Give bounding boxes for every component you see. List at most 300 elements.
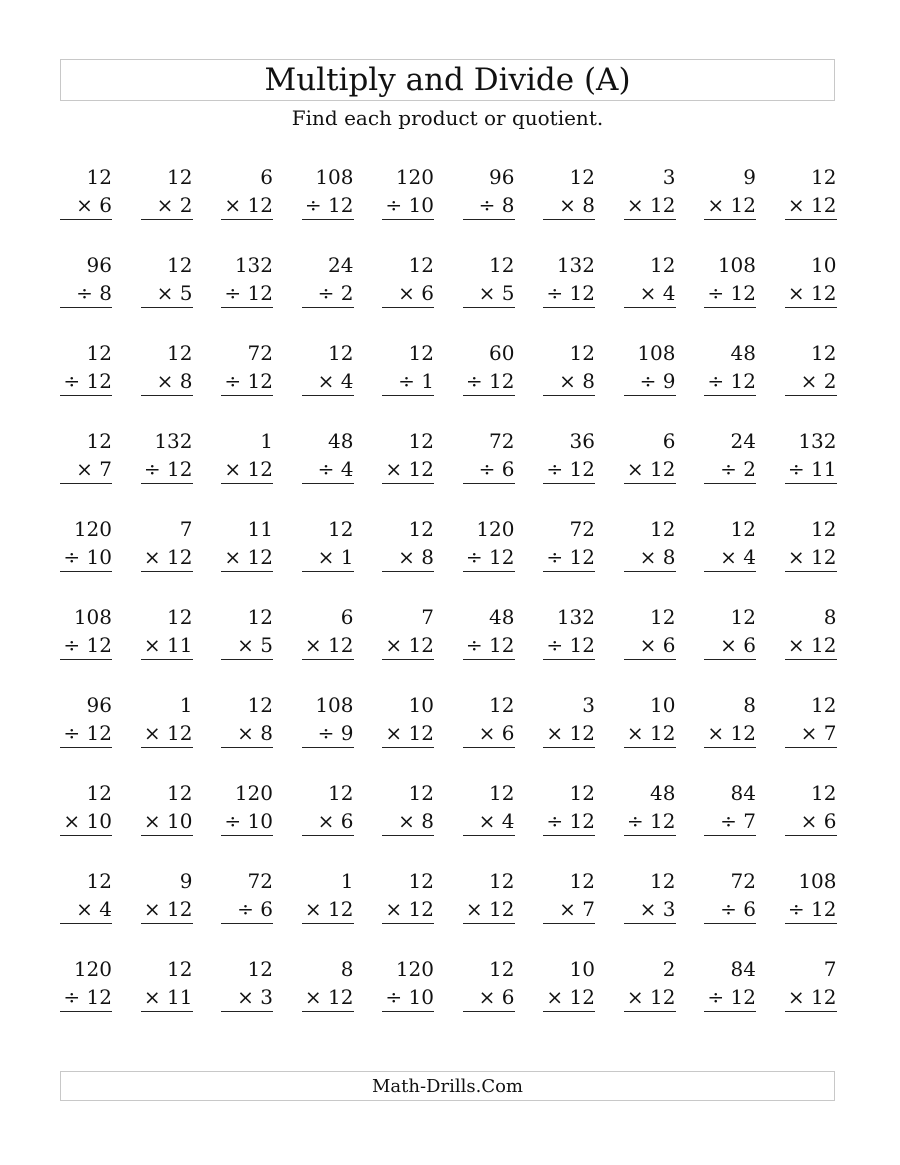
problem (382, 339, 434, 401)
problem-operator-number: × 12 (787, 545, 837, 569)
problem-top-number: 132 (154, 429, 193, 453)
problem (60, 251, 112, 313)
problem (382, 779, 434, 841)
problem-grid (60, 163, 838, 1043)
answer-line (60, 307, 112, 308)
problem (704, 955, 756, 1017)
problem-operator-number: × 6 (398, 281, 434, 305)
problem-operator-number: × 10 (143, 809, 193, 833)
problem-top-number: 12 (730, 517, 756, 541)
problem-operator-number: ÷ 12 (465, 633, 515, 657)
problem-operator-number: × 7 (800, 721, 837, 745)
problem-top-number: 12 (167, 165, 193, 189)
answer-line (624, 395, 676, 396)
answer-line (463, 219, 515, 220)
answer-line (221, 1011, 273, 1012)
problem-operator-number: ÷ 12 (63, 721, 112, 745)
problem (60, 603, 112, 665)
answer-line (60, 659, 112, 660)
answer-line (382, 571, 434, 572)
problem-top-number: 12 (408, 253, 434, 277)
problem-operator-number: × 12 (546, 985, 595, 1009)
answer-line (463, 571, 515, 572)
problem-top-number: 108 (315, 165, 354, 189)
problem-operator-number: × 12 (385, 721, 434, 745)
problem-operator-number: × 4 (639, 281, 676, 305)
problem (463, 603, 515, 665)
problem-operator-number: × 12 (787, 985, 837, 1009)
problem-operator-number: ÷ 12 (304, 193, 354, 217)
problem-operator-number: × 12 (143, 545, 193, 569)
answer-line (543, 571, 595, 572)
problem-operator-number: ÷ 12 (465, 369, 515, 393)
problem-operator-number: ÷ 10 (63, 545, 112, 569)
problem-operator-number: ÷ 12 (546, 633, 595, 657)
problem-operator-number: × 5 (478, 281, 515, 305)
answer-line (60, 219, 112, 220)
problem-operator-number: × 1 (317, 545, 354, 569)
problem-operator-number: × 12 (385, 457, 434, 481)
problem-top-number: 9 (179, 869, 193, 893)
answer-line (704, 395, 756, 396)
problem-operator-number: × 12 (626, 457, 676, 481)
problem (704, 427, 756, 489)
problem-top-number: 108 (637, 341, 676, 365)
problem-operator-number: ÷ 12 (224, 369, 273, 393)
answer-line (785, 483, 837, 484)
answer-line (302, 923, 354, 924)
problem-operator-number: × 4 (478, 809, 515, 833)
problem (785, 691, 837, 753)
problem-operator-number: ÷ 12 (143, 457, 193, 481)
answer-line (543, 483, 595, 484)
problem-top-number: 12 (247, 605, 273, 629)
answer-line (463, 483, 515, 484)
problem-row (60, 515, 838, 603)
problem-top-number: 8 (340, 957, 354, 981)
problem-operator-number: ÷ 10 (224, 809, 273, 833)
answer-line (221, 571, 273, 572)
problem (221, 515, 273, 577)
problem (463, 251, 515, 313)
problem-row (60, 955, 838, 1043)
problem (704, 339, 756, 401)
problem-operator-number: ÷ 12 (707, 985, 756, 1009)
problem-top-number: 12 (167, 341, 193, 365)
answer-line (785, 747, 837, 748)
problem-operator-number: ÷ 4 (317, 457, 354, 481)
problem-top-number: 10 (811, 253, 837, 277)
problem (785, 339, 837, 401)
problem-operator-number: × 6 (720, 633, 756, 657)
problem-operator-number: × 12 (224, 193, 273, 217)
problem-top-number: 72 (730, 869, 756, 893)
problem (141, 779, 193, 841)
answer-line (60, 835, 112, 836)
worksheet-title: Multiply and Divide (A) (264, 62, 631, 98)
problem-top-number: 120 (73, 517, 112, 541)
problem-operator-number: × 8 (398, 545, 434, 569)
problem-top-number: 12 (569, 341, 595, 365)
problem-operator-number: × 3 (237, 985, 273, 1009)
problem-top-number: 84 (730, 781, 756, 805)
answer-line (382, 483, 434, 484)
answer-line (60, 483, 112, 484)
problem-top-number: 6 (662, 429, 676, 453)
problem (141, 515, 193, 577)
problem (463, 515, 515, 577)
problem-operator-number: × 12 (626, 985, 676, 1009)
problem-top-number: 12 (730, 605, 756, 629)
problem-top-number: 48 (489, 605, 515, 629)
problem-operator-number: ÷ 10 (385, 193, 434, 217)
problem-top-number: 12 (328, 341, 354, 365)
problem-top-number: 96 (86, 253, 112, 277)
problem-top-number: 48 (650, 781, 676, 805)
problem (141, 339, 193, 401)
answer-line (141, 307, 193, 308)
problem-top-number: 108 (717, 253, 756, 277)
answer-line (463, 1011, 515, 1012)
problem-top-number: 12 (811, 165, 837, 189)
problem-top-number: 12 (86, 429, 112, 453)
problem (624, 691, 676, 753)
problem (221, 779, 273, 841)
problem (704, 867, 756, 929)
problem (463, 779, 515, 841)
problem-operator-number: × 8 (559, 193, 595, 217)
problem-operator-number: ÷ 12 (707, 281, 756, 305)
problem-operator-number: × 7 (559, 897, 595, 921)
problem-top-number: 132 (556, 253, 595, 277)
problem-top-number: 9 (743, 165, 756, 189)
answer-line (543, 835, 595, 836)
problem (221, 251, 273, 313)
answer-line (624, 571, 676, 572)
problem-top-number: 12 (489, 869, 515, 893)
problem (302, 691, 354, 753)
answer-line (624, 659, 676, 660)
problem-operator-number: ÷ 12 (707, 369, 756, 393)
problem-top-number: 120 (395, 957, 434, 981)
problem (221, 691, 273, 753)
problem-operator-number: × 2 (156, 193, 193, 217)
problem-top-number: 12 (569, 869, 595, 893)
problem-operator-number: ÷ 7 (720, 809, 756, 833)
answer-line (543, 395, 595, 396)
problem-top-number: 72 (247, 869, 273, 893)
problem-operator-number: × 8 (559, 369, 595, 393)
problem (221, 955, 273, 1017)
problem-operator-number: ÷ 10 (385, 985, 434, 1009)
problem-operator-number: × 12 (304, 897, 354, 921)
answer-line (463, 835, 515, 836)
problem-operator-number: × 6 (800, 809, 837, 833)
problem-row (60, 779, 838, 867)
problem (624, 603, 676, 665)
problem-row (60, 691, 838, 779)
problem-top-number: 48 (730, 341, 756, 365)
problem-top-number: 1 (340, 869, 354, 893)
problem-row (60, 339, 838, 427)
answer-line (704, 307, 756, 308)
problem-row (60, 427, 838, 515)
problem-operator-number: × 11 (143, 633, 193, 657)
answer-line (463, 747, 515, 748)
problem (785, 515, 837, 577)
problem-operator-number: × 5 (156, 281, 193, 305)
problem-top-number: 12 (489, 957, 515, 981)
problem (382, 427, 434, 489)
problem-operator-number: × 12 (465, 897, 515, 921)
problem (141, 955, 193, 1017)
answer-line (60, 747, 112, 748)
answer-line (704, 835, 756, 836)
problem (463, 955, 515, 1017)
problem-top-number: 12 (569, 781, 595, 805)
problem-operator-number: × 12 (546, 721, 595, 745)
problem-top-number: 12 (167, 605, 193, 629)
answer-line (624, 1011, 676, 1012)
problem-top-number: 6 (260, 165, 273, 189)
problem-operator-number: × 12 (707, 193, 756, 217)
problem-operator-number: ÷ 6 (237, 897, 273, 921)
answer-line (141, 923, 193, 924)
problem-top-number: 120 (395, 165, 434, 189)
problem (60, 779, 112, 841)
title-box (60, 59, 835, 101)
answer-line (785, 835, 837, 836)
problem (463, 867, 515, 929)
problem-operator-number: ÷ 8 (76, 281, 112, 305)
answer-line (463, 395, 515, 396)
problem-top-number: 12 (811, 341, 837, 365)
problem-row (60, 603, 838, 691)
problem (221, 339, 273, 401)
problem-top-number: 96 (86, 693, 112, 717)
problem-top-number: 84 (730, 957, 756, 981)
answer-line (382, 219, 434, 220)
problem-top-number: 132 (234, 253, 273, 277)
problem (302, 515, 354, 577)
answer-line (141, 395, 193, 396)
problem (543, 339, 595, 401)
problem-operator-number: ÷ 12 (546, 545, 595, 569)
answer-line (463, 923, 515, 924)
problem-operator-number: × 12 (224, 457, 273, 481)
answer-line (60, 571, 112, 572)
problem (785, 955, 837, 1017)
problem (624, 163, 676, 225)
answer-line (221, 923, 273, 924)
answer-line (785, 571, 837, 572)
problem (382, 867, 434, 929)
problem (141, 867, 193, 929)
problem (382, 515, 434, 577)
problem-top-number: 12 (86, 781, 112, 805)
problem-operator-number: ÷ 6 (478, 457, 515, 481)
problem-top-number: 60 (489, 341, 515, 365)
problem-operator-number: ÷ 12 (224, 281, 273, 305)
problem (463, 163, 515, 225)
problem-top-number: 12 (408, 781, 434, 805)
problem-operator-number: × 11 (143, 985, 193, 1009)
problem (624, 515, 676, 577)
answer-line (785, 219, 837, 220)
problem-top-number: 7 (823, 957, 837, 981)
problem (382, 691, 434, 753)
answer-line (382, 835, 434, 836)
answer-line (60, 1011, 112, 1012)
answer-line (221, 395, 273, 396)
answer-line (704, 483, 756, 484)
answer-line (221, 483, 273, 484)
answer-line (624, 835, 676, 836)
problem (302, 603, 354, 665)
answer-line (543, 747, 595, 748)
problem (221, 427, 273, 489)
problem-operator-number: × 10 (63, 809, 112, 833)
problem (624, 955, 676, 1017)
answer-line (785, 395, 837, 396)
problem-operator-number: × 12 (626, 721, 676, 745)
answer-line (302, 395, 354, 396)
problem-top-number: 12 (569, 165, 595, 189)
problem-top-number: 24 (730, 429, 756, 453)
problem-top-number: 48 (328, 429, 354, 453)
problem-top-number: 12 (167, 957, 193, 981)
problem-operator-number: × 2 (800, 369, 837, 393)
problem (543, 427, 595, 489)
problem-top-number: 12 (328, 781, 354, 805)
answer-line (543, 923, 595, 924)
problem-operator-number: × 6 (478, 721, 515, 745)
problem-operator-number: ÷ 2 (317, 281, 354, 305)
footer-box (60, 1071, 835, 1101)
problem-top-number: 6 (340, 605, 354, 629)
answer-line (382, 923, 434, 924)
problem (624, 779, 676, 841)
problem-operator-number: ÷ 12 (546, 809, 595, 833)
problem-top-number: 12 (408, 429, 434, 453)
answer-line (141, 483, 193, 484)
problem (785, 603, 837, 665)
problem-top-number: 10 (408, 693, 434, 717)
problem-operator-number: ÷ 12 (63, 369, 112, 393)
problem (221, 867, 273, 929)
problem (543, 163, 595, 225)
footer-text: Math-Drills.Com (371, 1075, 523, 1097)
problem-operator-number: ÷ 12 (787, 897, 837, 921)
answer-line (543, 659, 595, 660)
problem-operator-number: ÷ 9 (639, 369, 676, 393)
answer-line (382, 395, 434, 396)
problem-top-number: 96 (489, 165, 515, 189)
problem (463, 691, 515, 753)
problem (704, 163, 756, 225)
problem-operator-number: × 12 (143, 721, 193, 745)
problem (624, 339, 676, 401)
problem (543, 691, 595, 753)
problem (141, 163, 193, 225)
problem-operator-number: × 12 (304, 985, 354, 1009)
problem (302, 251, 354, 313)
problem (704, 603, 756, 665)
problem (543, 955, 595, 1017)
problem-operator-number: × 12 (787, 633, 837, 657)
answer-line (704, 1011, 756, 1012)
problem (624, 867, 676, 929)
problem-top-number: 8 (823, 605, 837, 629)
answer-line (704, 571, 756, 572)
problem (60, 691, 112, 753)
problem-top-number: 12 (167, 253, 193, 277)
problem-operator-number: × 12 (787, 281, 837, 305)
problem (302, 339, 354, 401)
problem-operator-number: ÷ 12 (63, 633, 112, 657)
problem-operator-number: × 6 (76, 193, 112, 217)
problem (141, 251, 193, 313)
answer-line (543, 1011, 595, 1012)
problem-top-number: 132 (556, 605, 595, 629)
problem-top-number: 11 (247, 517, 273, 541)
problem-operator-number: ÷ 2 (720, 457, 756, 481)
problem (704, 779, 756, 841)
problem-top-number: 12 (811, 693, 837, 717)
problem-top-number: 12 (408, 341, 434, 365)
answer-line (624, 923, 676, 924)
problem-top-number: 12 (811, 781, 837, 805)
problem-operator-number: × 8 (237, 721, 273, 745)
problem (141, 603, 193, 665)
problem (382, 955, 434, 1017)
answer-line (60, 395, 112, 396)
answer-line (302, 747, 354, 748)
problem-operator-number: ÷ 12 (546, 281, 595, 305)
answer-line (543, 307, 595, 308)
problem (704, 691, 756, 753)
problem (60, 515, 112, 577)
problem (785, 163, 837, 225)
problem-top-number: 12 (328, 517, 354, 541)
problem (463, 427, 515, 489)
answer-line (624, 747, 676, 748)
problem-operator-number: × 4 (720, 545, 756, 569)
answer-line (141, 747, 193, 748)
problem-operator-number: × 6 (478, 985, 515, 1009)
problem (543, 515, 595, 577)
problem-row (60, 163, 838, 251)
answer-line (141, 835, 193, 836)
problem-top-number: 12 (489, 781, 515, 805)
answer-line (302, 1011, 354, 1012)
problem (704, 251, 756, 313)
problem-top-number: 12 (489, 253, 515, 277)
problem (785, 427, 837, 489)
problem-operator-number: × 8 (639, 545, 676, 569)
problem-top-number: 1 (260, 429, 273, 453)
problem-row (60, 251, 838, 339)
problem (141, 691, 193, 753)
problem (785, 779, 837, 841)
problem-top-number: 120 (476, 517, 515, 541)
problem-operator-number: × 12 (707, 721, 756, 745)
answer-line (704, 923, 756, 924)
problem-top-number: 12 (86, 165, 112, 189)
answer-line (141, 1011, 193, 1012)
problem (382, 163, 434, 225)
problem-top-number: 10 (650, 693, 676, 717)
